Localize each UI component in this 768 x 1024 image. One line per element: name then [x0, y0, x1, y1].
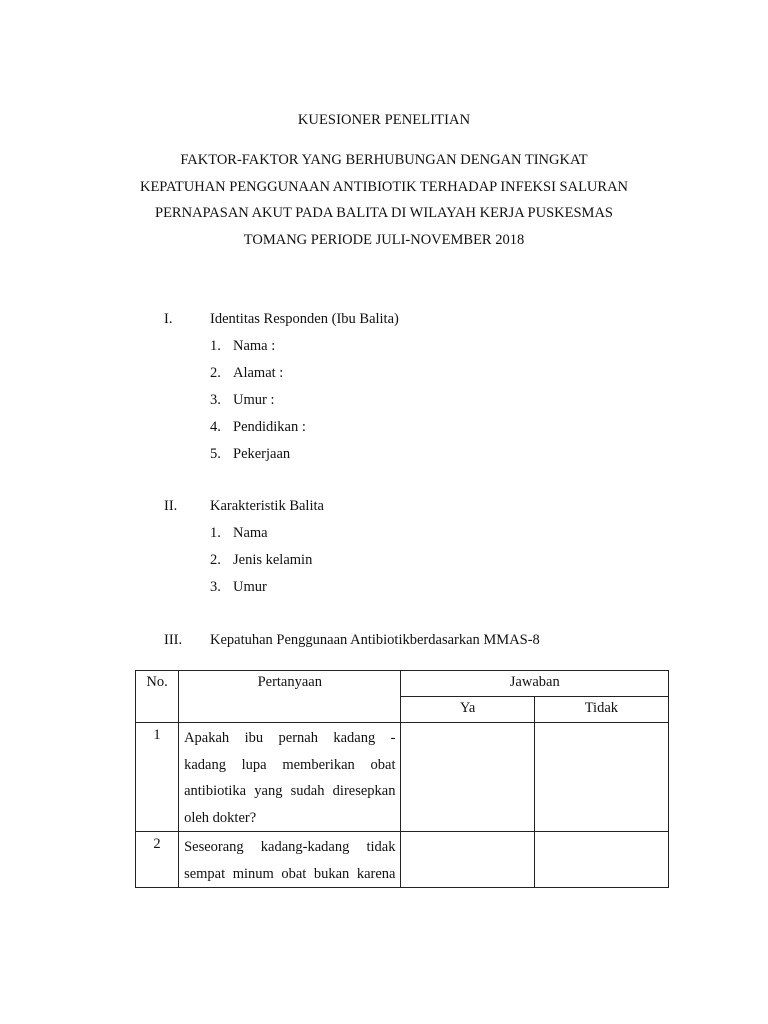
- item-number: 3.: [210, 392, 221, 408]
- list-item: [210, 550, 312, 577]
- item-number: 4.: [210, 419, 221, 435]
- document-subtitle: [120, 147, 648, 253]
- list-item: [210, 444, 306, 471]
- header-jawaban: Jawaban: [401, 671, 669, 697]
- section-item-list: [210, 336, 306, 471]
- list-item: [210, 417, 306, 444]
- item-label: Pendidikan :: [233, 419, 306, 435]
- question-line: kadang lupa memberikan obat: [184, 756, 396, 773]
- list-item: [210, 523, 312, 550]
- subtitle-line: PERNAPASAN AKUT PADA BALITA DI WILAYAH KERJA PUSKESMAS: [155, 205, 613, 221]
- item-label: Nama :: [233, 338, 276, 354]
- list-item: [210, 336, 306, 363]
- question-line: antibiotika yang sudah diresepkan: [184, 783, 396, 799]
- list-item: [210, 577, 312, 604]
- subtitle-line: KEPATUHAN PENGGUNAAN ANTIBIOTIK TERHADAP INFEKSI SALURAN: [139, 178, 629, 195]
- item-number: 1.: [210, 525, 221, 541]
- list-item: [210, 390, 306, 417]
- document-title: KUESIONER PENELITIAN: [297, 112, 471, 128]
- table-row: [136, 832, 669, 888]
- section-title: Identitas Responden (Ibu Balita): [210, 311, 399, 327]
- section-title: Kepatuhan Penggunaan Antibiotikberdasarkan MMAS-8: [210, 632, 540, 648]
- table-header-row: [136, 671, 669, 697]
- header-tidak: Tidak: [534, 697, 668, 723]
- subtitle-line: FAKTOR-FAKTOR YANG BERHUBUNGAN DENGAN TINGKAT: [180, 152, 588, 168]
- header-pertanyaan: Pertanyaan: [179, 671, 401, 723]
- item-number: 1.: [210, 338, 221, 354]
- item-label: Nama: [233, 525, 268, 541]
- section-item-list: [210, 523, 312, 604]
- section-numeral: III.: [164, 632, 183, 648]
- answer-cell-ya[interactable]: [401, 832, 534, 888]
- question-line: oleh dokter?: [184, 809, 257, 826]
- table-row: [136, 723, 669, 832]
- question-line: Apakah ibu pernah kadang -: [184, 730, 396, 746]
- section-numeral: I.: [164, 311, 173, 327]
- answer-cell-tidak[interactable]: [534, 723, 668, 832]
- item-number: 2.: [210, 552, 221, 568]
- question-line: Seseorang kadang-kadang tidak: [184, 839, 396, 855]
- question-cell: [179, 832, 401, 888]
- item-label: Pekerjaan: [233, 446, 291, 462]
- item-label: Jenis kelamin: [233, 552, 313, 568]
- item-number: 2.: [210, 365, 221, 381]
- question-cell: [179, 723, 401, 832]
- item-number: 5.: [210, 446, 221, 462]
- item-label: Alamat :: [233, 365, 284, 381]
- row-number: 2: [136, 832, 179, 888]
- item-label: Umur :: [233, 392, 275, 408]
- row-number: 1: [136, 723, 179, 832]
- item-label: Umur: [233, 579, 267, 595]
- answer-cell-tidak[interactable]: [534, 832, 668, 888]
- section-title: Karakteristik Balita: [210, 498, 324, 514]
- header-no: No.: [136, 671, 179, 723]
- list-item: [210, 363, 306, 390]
- subtitle-line: TOMANG PERIODE JULI-NOVEMBER 2018: [243, 231, 525, 248]
- item-number: 3.: [210, 579, 221, 595]
- header-ya: Ya: [401, 697, 534, 723]
- question-line: sempat minum obat bukan karena: [184, 865, 396, 882]
- section-numeral: II.: [164, 498, 178, 514]
- mmas-questionnaire-table: [135, 670, 669, 888]
- answer-cell-ya[interactable]: [401, 723, 534, 832]
